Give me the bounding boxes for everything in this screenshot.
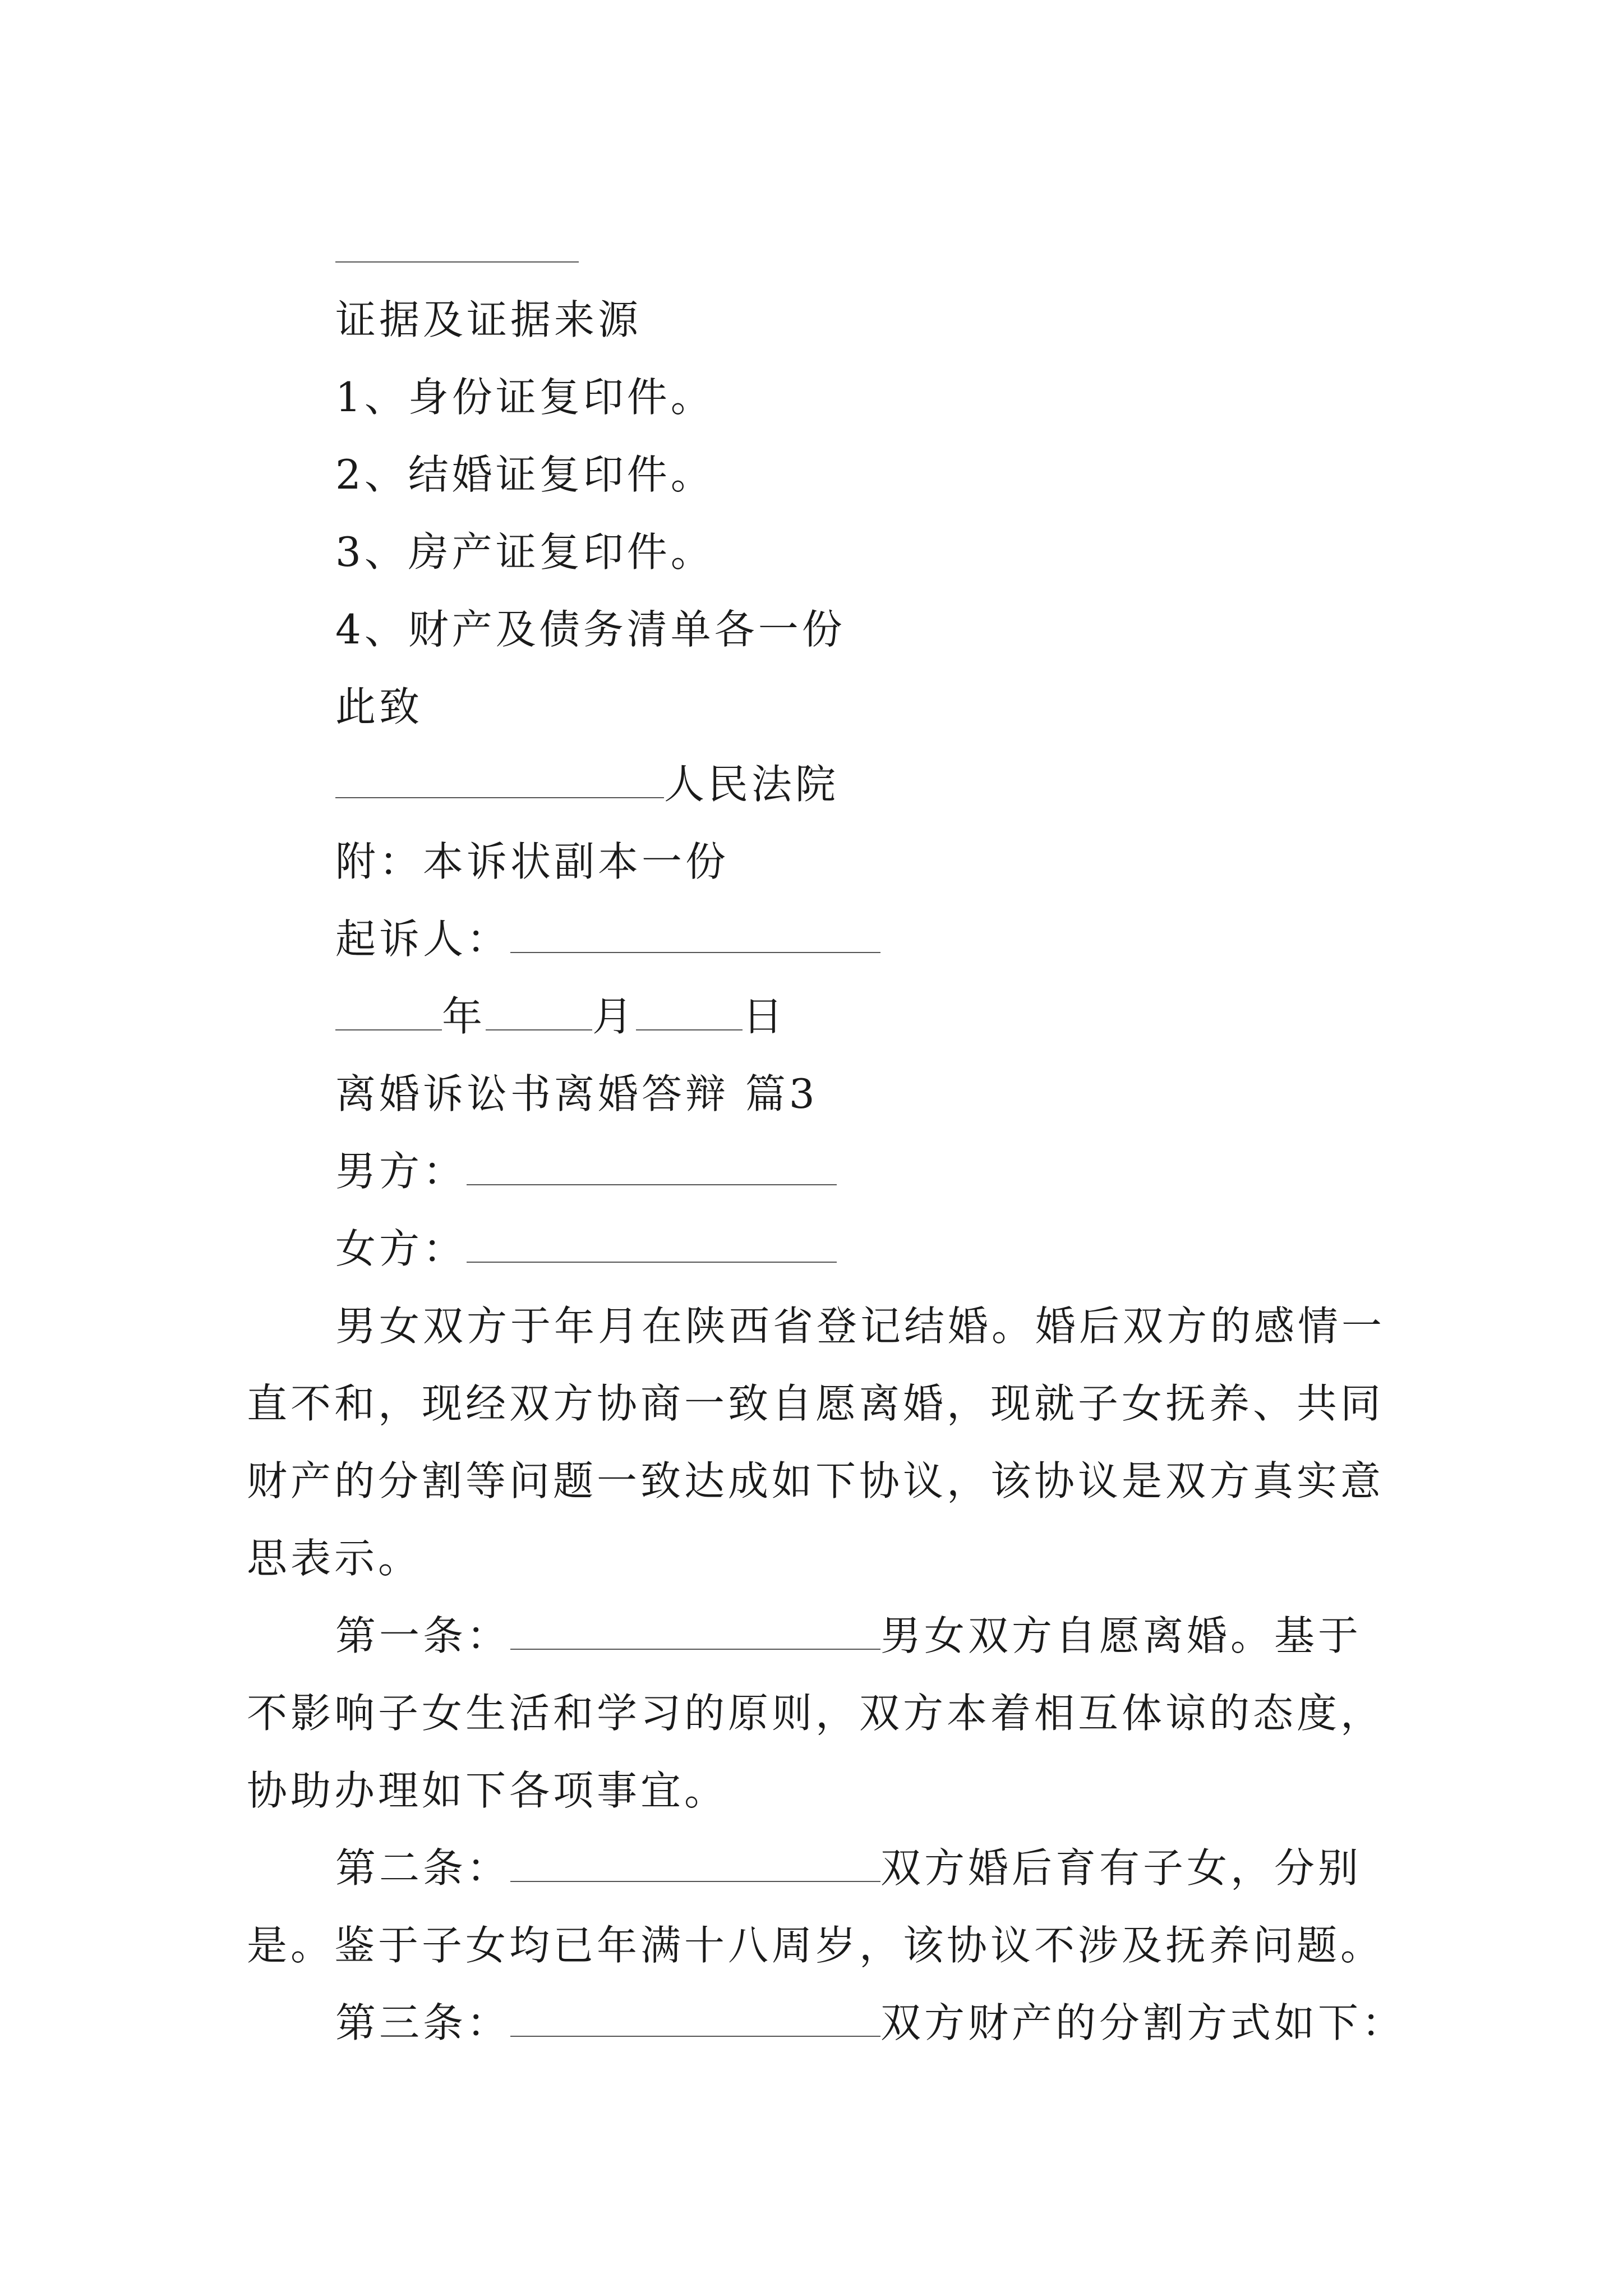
month-blank (486, 995, 592, 1030)
male-blank (467, 1149, 837, 1185)
article2-line-1 (335, 1840, 1362, 1896)
article2-label: 第二条： (335, 1844, 511, 1892)
evidence-item-1: 1、身份证复印件。 (335, 374, 714, 421)
male-line (335, 1143, 837, 1199)
article2-line-2: 是。鉴于子女均已年满十八周岁，该协议不涉及抚养问题。 (247, 1922, 1385, 1969)
intro-line-4: 思表示。 (247, 1535, 422, 1582)
salutation: 此致 (335, 683, 423, 730)
plaintiff-line (335, 911, 880, 967)
female-blank (467, 1227, 837, 1263)
article3-line-1 (335, 1995, 1405, 2051)
date-line (335, 988, 786, 1045)
month-label: 月 (592, 993, 637, 1040)
female-label: 女方： (335, 1225, 467, 1272)
article1-label: 第一条： (335, 1612, 511, 1659)
intro-line-1: 男女双方于年月在陕西省登记结婚。婚后双方的感情一 (335, 1303, 1386, 1350)
plaintiff-label: 起诉人： (335, 915, 511, 963)
section-title: 离婚诉讼书离婚答辩 篇3 (335, 1070, 818, 1117)
article2-text: 双方婚后育有子女，分别 (880, 1844, 1362, 1892)
court-line (335, 756, 839, 812)
intro-line-3: 财产的分割等问题一致达成如下协议，该协议是双方真实意 (247, 1457, 1385, 1504)
year-label: 年 (442, 993, 486, 1040)
evidence-item-3: 3、房产证复印件。 (335, 528, 714, 576)
article3-text: 双方财产的分割方式如下： (880, 1999, 1406, 2046)
day-label: 日 (743, 993, 787, 1040)
attachment-note: 附：本诉状副本一份 (335, 838, 730, 885)
top-blank-line (335, 261, 579, 263)
article1-line-3: 协助办理如下各项事宜。 (247, 1767, 728, 1814)
court-suffix: 人民法院 (664, 761, 840, 808)
evidence-heading: 证据及证据来源 (335, 296, 642, 343)
article1-blank (510, 1614, 880, 1650)
evidence-item-2: 2、结婚证复印件。 (335, 451, 714, 498)
male-label: 男方： (335, 1148, 467, 1195)
article1-line-2: 不影响子女生活和学习的原则，双方本着相互体谅的态度， (247, 1690, 1385, 1737)
day-blank (636, 995, 743, 1030)
intro-line-2: 直不和，现经双方协商一致自愿离婚，现就子女抚养、共同 (247, 1380, 1385, 1427)
plaintiff-blank (510, 917, 880, 953)
evidence-item-4: 4、财产及债务清单各一份 (335, 606, 846, 653)
article1-text: 男女双方自愿离婚。基于 (880, 1612, 1362, 1659)
article2-blank (510, 1846, 880, 1882)
article3-label: 第三条： (335, 1999, 511, 2046)
court-name-blank (335, 762, 664, 798)
female-line (335, 1221, 837, 1277)
article1-line-1 (335, 1608, 1362, 1664)
article3-blank (510, 2001, 880, 2037)
year-blank (335, 995, 442, 1030)
